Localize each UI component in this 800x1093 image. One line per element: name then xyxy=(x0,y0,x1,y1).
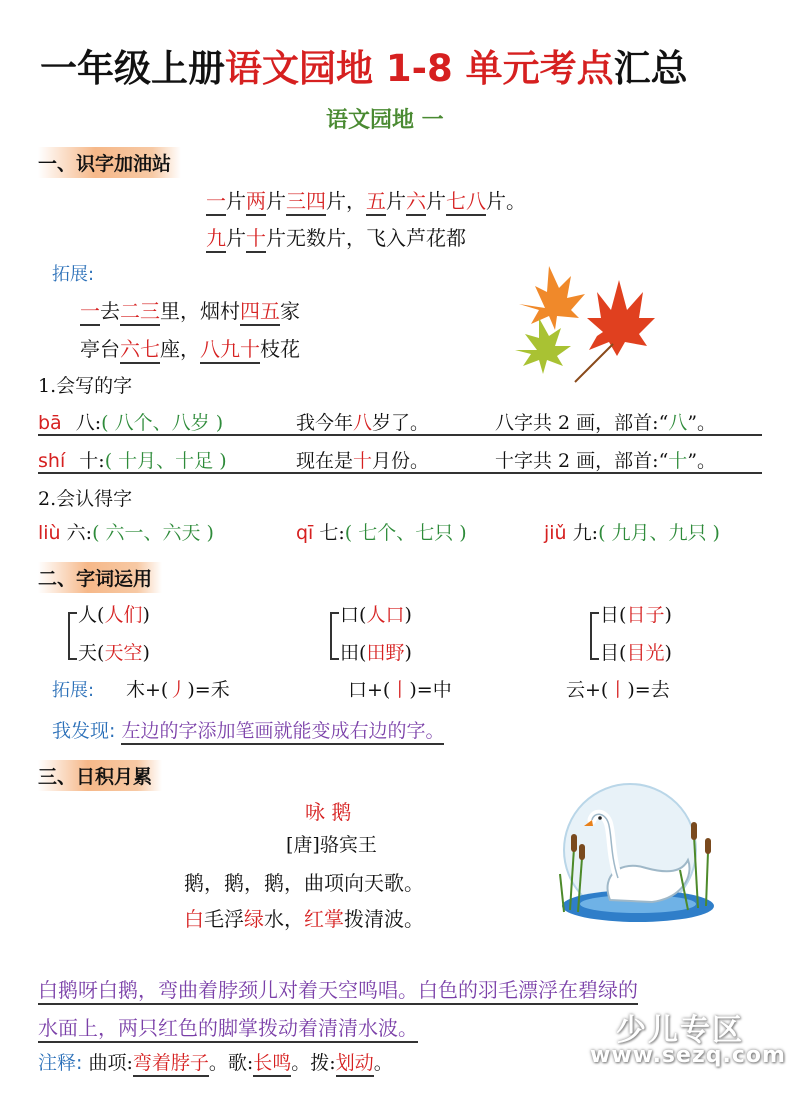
swan-illustration xyxy=(548,778,720,930)
write-heading: 1.会写的字 xyxy=(38,375,133,397)
write-row-shi: shí 十:( 十月、十足 ) 现在是十月份。 十字共 2 画，部首:“十”。 xyxy=(38,446,762,474)
word-pair-1b: 天(天空) xyxy=(78,642,150,664)
poem-line-1: 鹅，鹅，鹅，曲项向天歌。 xyxy=(184,871,424,895)
stroke-equation-3: 云+(丨)=去 xyxy=(566,679,670,701)
rhyme-line-1: 一片两片三四片，五片六片七八片。 xyxy=(206,185,526,214)
watermark-brand: 少儿专区 xyxy=(616,1013,744,1048)
watermark-url: www.sezq.com xyxy=(590,1043,786,1068)
poem-line-2: 白毛浮绿水，红掌拨清波。 xyxy=(184,907,424,931)
notes-line: 注释: 曲项:弯着脖子。歌:长鸣。拨:划动。 xyxy=(38,1048,393,1075)
read-item-qi: qī 七:( 七个、七只 ) xyxy=(296,522,467,544)
extension-line-2: 亭台六七座，八九十枝花 xyxy=(80,333,300,362)
poem-title: 咏 鹅 xyxy=(305,800,352,824)
title-part: 单元考点 xyxy=(465,47,614,90)
stroke-equation-2: 口+(丨)=中 xyxy=(348,679,452,701)
section-heading-1: 一、识字加油站 xyxy=(38,147,181,178)
discovery-line: 我发现: 左边的字添加笔画就能变成右边的字。 xyxy=(52,716,444,743)
page-title xyxy=(40,38,688,92)
maple-leaf-icon xyxy=(515,318,571,374)
unit-subtitle: 语文园地 一 xyxy=(326,108,444,133)
bracket-icon xyxy=(68,612,77,660)
read-item-liu: liù 六:( 六一、六天 ) xyxy=(38,522,214,544)
extension-line-1: 一去二三里，烟村四五家 xyxy=(80,295,300,324)
extension-label-2: 拓展: xyxy=(52,680,95,701)
word-pair-1a: 人(人们) xyxy=(78,604,150,626)
read-heading: 2.会认得字 xyxy=(38,488,133,510)
write-row-ba: bā 八:( 八个、八岁 ) 我今年八岁了。 八字共 2 画，部首:“八”。 xyxy=(38,408,762,436)
maple-leaves-illustration xyxy=(505,258,655,386)
title-part: 汇总 xyxy=(613,47,688,90)
read-item-jiu: jiǔ 九:( 九月、九只 ) xyxy=(544,522,720,544)
word-pair-3b: 目(目光) xyxy=(600,642,672,664)
bracket-icon xyxy=(590,612,599,660)
stroke-equation-1: 木+(丿)=禾 xyxy=(126,679,230,701)
translation-line-2: 水面上，两只红色的脚掌拨动着清清水波。 xyxy=(38,1012,418,1041)
title-part: 语文园地 xyxy=(225,47,373,90)
extension-label: 拓展: xyxy=(52,264,95,285)
maple-leaf-icon xyxy=(519,266,585,330)
translation-line-1: 白鹅呀白鹅，弯曲着脖颈儿对着天空鸣唱。白色的羽毛漂浮在碧绿的 xyxy=(38,974,638,1003)
section-heading-3: 三、日积月累 xyxy=(38,760,162,791)
word-pair-2a: 口(人口) xyxy=(340,604,412,626)
section-heading-2: 二、字词运用 xyxy=(38,562,162,593)
title-part: 一年级上册 xyxy=(40,47,225,90)
maple-leaf-icon xyxy=(575,280,655,382)
title-part: 1-8 xyxy=(373,47,466,90)
bracket-icon xyxy=(330,612,339,660)
word-pair-3a: 日(日子) xyxy=(600,604,672,626)
rhyme-line-2: 九片十片无数片，飞入芦花都 xyxy=(206,222,466,251)
word-pair-2b: 田(田野) xyxy=(340,642,412,664)
poem-author: [唐]骆宾王 xyxy=(286,834,377,856)
